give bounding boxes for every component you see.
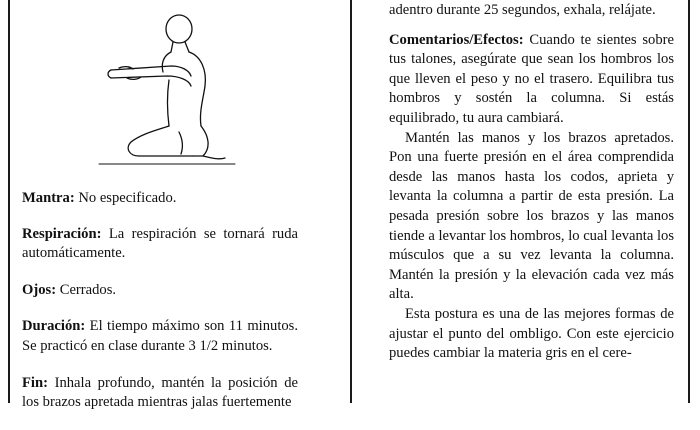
- eyes-paragraph: [22, 281, 298, 301]
- end-label: Fin:: [22, 374, 48, 391]
- breathing-text: La respiración se tornará ruda automáticamente.: [22, 225, 298, 262]
- mantra-label: Mantra:: [22, 190, 75, 206]
- duration-text: El tiempo máximo son 11 minutos. Se practicó en clase durante 3 1/2 minutos.: [22, 318, 298, 354]
- comments-text: Cuando te sientes sobre tus talones, asegúrate que sean los hombros los que lleven el peso y no el trasero. Equilibra tus hombros y sostén la columna. Si estás equilibrado, tu aura cambiará.: [389, 31, 674, 126]
- end-paragraph: [22, 374, 298, 413]
- mantra-text: No especificado.: [78, 190, 177, 206]
- right-column: [389, 1, 674, 364]
- breathing-paragraph: [22, 225, 298, 264]
- left-page-border: [8, 0, 10, 403]
- duration-label: Duración:: [22, 318, 86, 335]
- comments-paragraph: [389, 31, 674, 129]
- column-divider: [350, 0, 352, 403]
- end-text: Inhala profundo, mantén la posición de los brazos apretada mientras jalas fuertemente: [22, 374, 298, 411]
- eyes-text: Cerrados.: [59, 281, 117, 298]
- comments-label: Comentarios/Efectos:: [389, 31, 524, 48]
- kneeling-posture-illustration: [97, 14, 237, 178]
- continuation-paragraph: adentro durante 25 segundos, exhala, relájate.: [389, 2, 656, 18]
- breathing-label: Respiración:: [22, 225, 102, 242]
- duration-paragraph: [22, 317, 298, 356]
- right-page-border: [688, 0, 690, 403]
- pressure-paragraph: Mantén las manos y los brazos apretados. Pon una fuerte presión en el área comprendida desde las manos hasta los codos, aprieta y levanta la columna a partir de esta presión. La pesada presión sobre los brazos y las manos tiende a levantar los hombros, lo cual levanta los músculos que a su vez levanta la columna. Mantén la presión y la elevación cada vez más alta.: [389, 129, 674, 303]
- navel-paragraph: Esta postura es una de las mejores formas de ajustar el punto del ombligo. Con este ejercicio puedes cambiar la materia gris en el cere-: [389, 305, 674, 362]
- eyes-label: Ojos:: [22, 281, 57, 298]
- left-column: [22, 189, 298, 430]
- mantra-paragraph: [22, 189, 298, 209]
